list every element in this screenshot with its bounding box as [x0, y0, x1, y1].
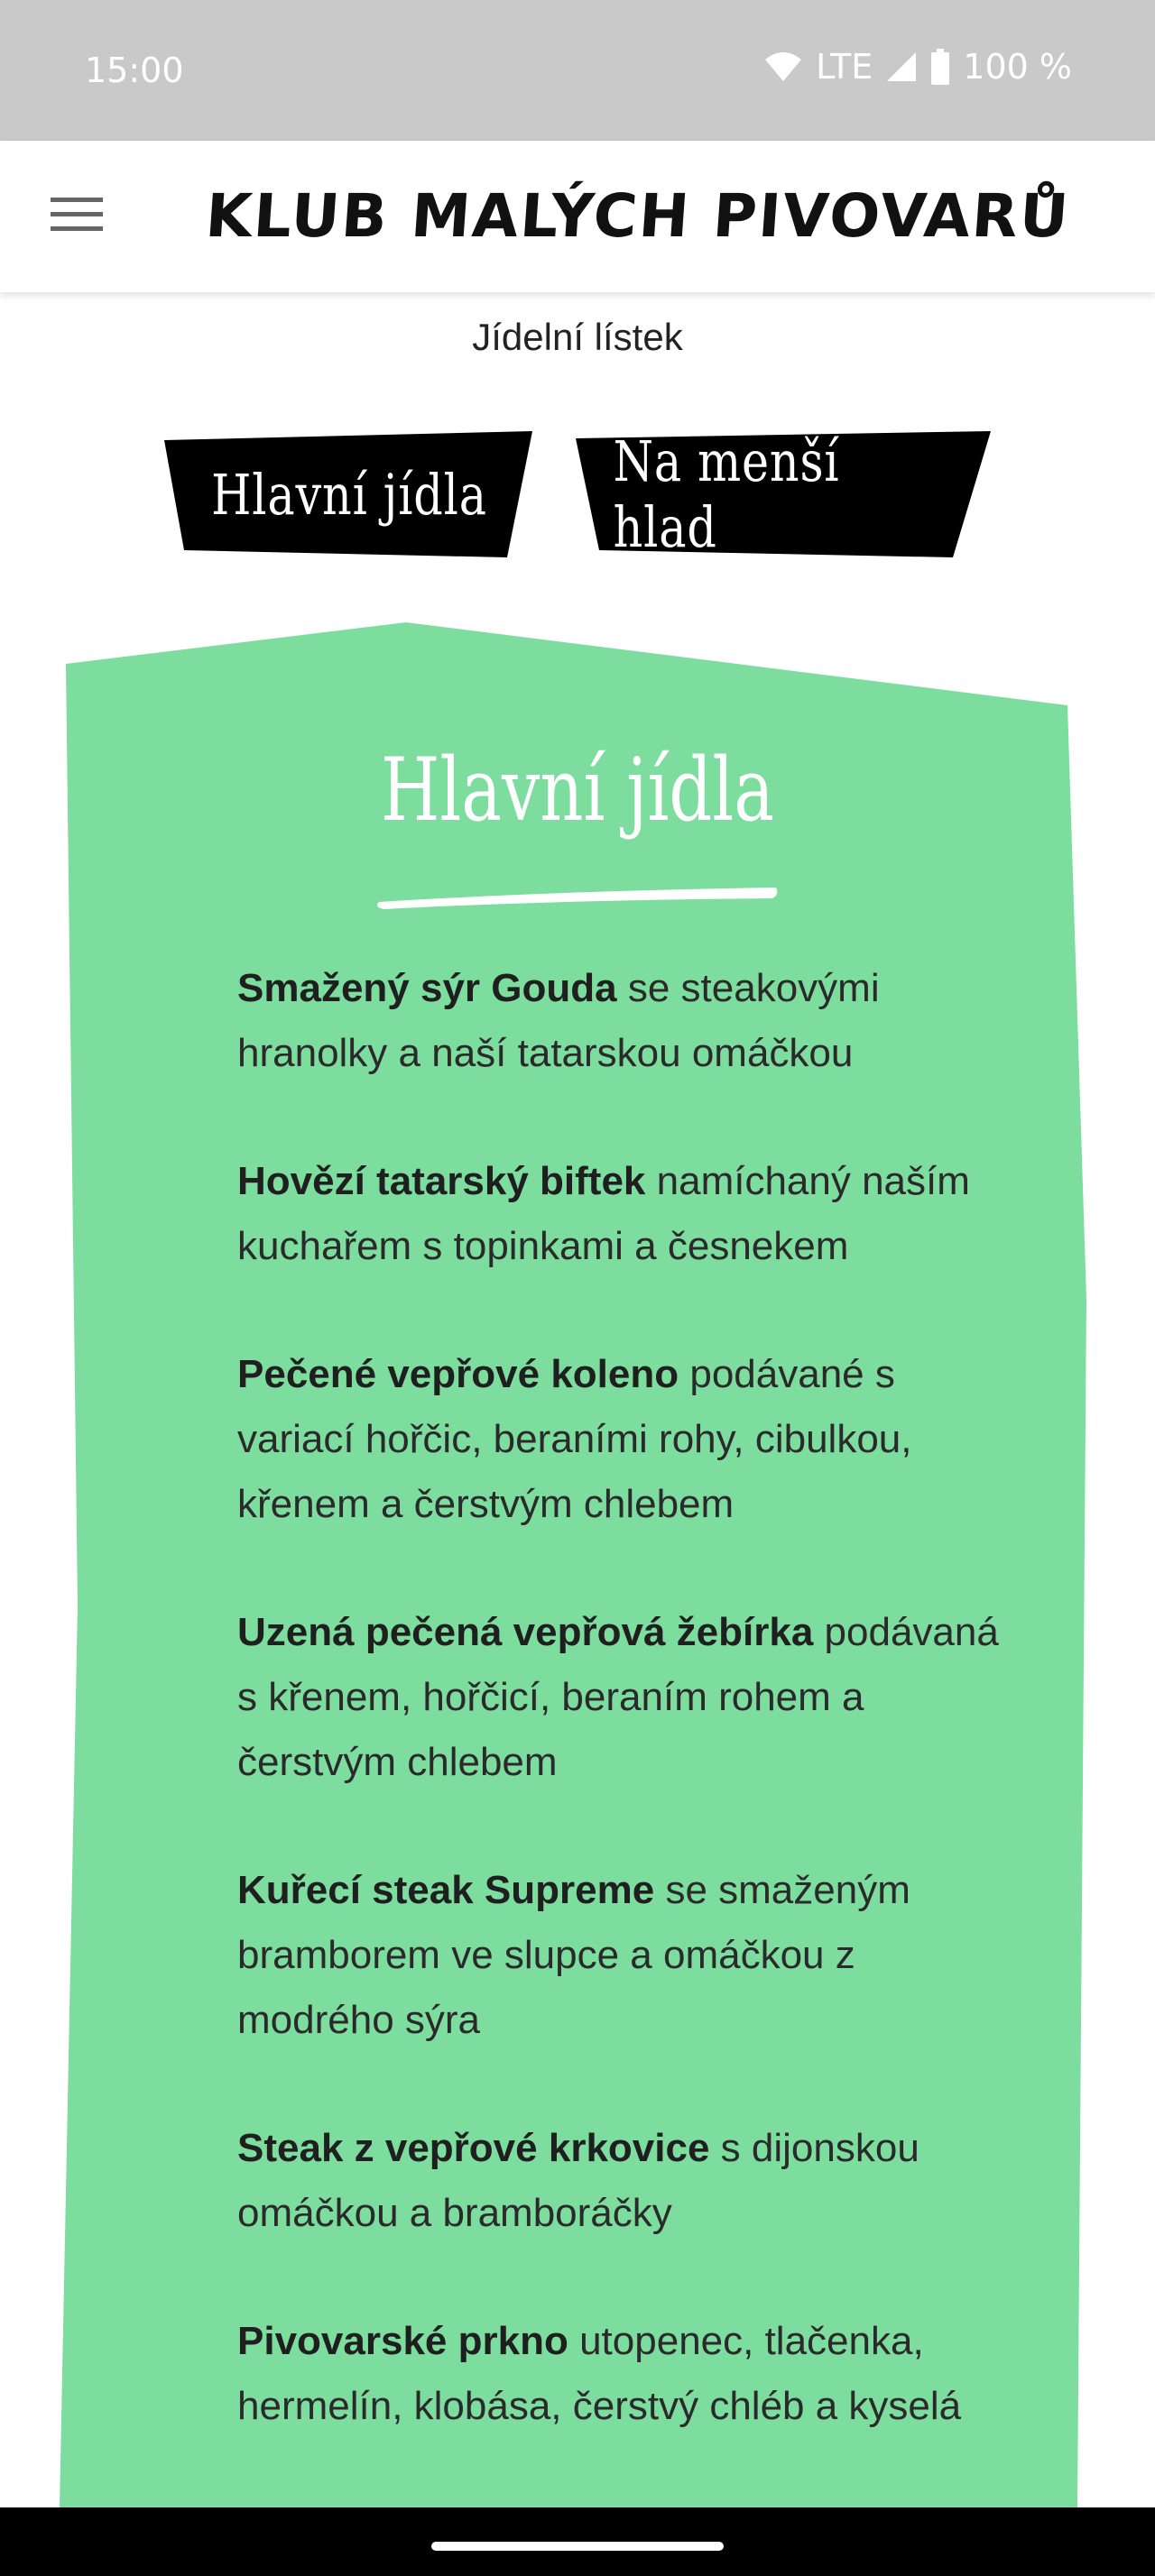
menu-item-description: podávaná s křenem, hořčicí, beraním rohem a čerstvým chlebem [237, 1610, 999, 1784]
menu-item-description: utopenec, tlačenka, hermelín, klobása, čerstvý chléb a kyselá [237, 2319, 962, 2428]
menu-item-description: namíchaný naším kuchařem s topinkami a česnekem [237, 1159, 970, 1268]
menu-item [237, 2116, 1022, 2246]
menu-item-name: Smažený sýr Gouda [237, 966, 617, 1010]
wifi-icon [763, 51, 803, 83]
title-underline [372, 879, 783, 915]
status-icons [763, 47, 1072, 87]
menu-item [237, 956, 1022, 1086]
menu-item-description: se steakovými hranolky a naší tatarskou omáčkou [237, 966, 880, 1075]
menu-item-name: Pivovarské prkno [237, 2319, 568, 2363]
status-time: 15:00 [85, 51, 184, 90]
menu-item-name: Kuřecí steak Supreme [237, 1868, 655, 1912]
tab-small-hunger-label: Na menší hlad [613, 428, 840, 560]
brand-logo[interactable]: KLUB MALÝCH PIVOVARŮ [203, 181, 1073, 251]
tab-main-dishes-label: Hlavní jídla [211, 461, 487, 528]
menu-item-name: Hovězí tatarský biftek [237, 1159, 646, 1203]
menu-items-list [237, 956, 1022, 2502]
menu-item [237, 2309, 1022, 2439]
menu-item-name: Uzená pečená vepřová žebírka [237, 1610, 814, 1654]
signal-icon [885, 51, 918, 83]
system-nav-bar [0, 2507, 1155, 2576]
tab-small-hunger[interactable] [576, 428, 993, 560]
menu-button[interactable] [36, 184, 117, 249]
page-subtitle: Jídelní lístek [472, 316, 683, 358]
menu-item-name: Pečené vepřové koleno [237, 1352, 679, 1396]
status-bar [0, 0, 1155, 141]
home-gesture-handle[interactable] [431, 2542, 724, 2551]
menu-item [237, 1600, 1022, 1795]
battery-level: 100 % [963, 47, 1072, 87]
menu-item-description: se smaženým bramborem ve slupce a omáčkou z modrého sýra [237, 1868, 910, 2042]
app-header [0, 141, 1155, 292]
network-type: LTE [816, 47, 873, 87]
tab-main-dishes[interactable] [164, 431, 534, 557]
menu-item-description: s dijonskou omáčkou a bramboráčky [237, 2126, 919, 2235]
menu-item-description: podávané s variací hořčic, beraními rohy, cibulkou, křenem a čerstvým chlebem [237, 1352, 912, 1526]
menu-item [237, 1858, 1022, 2053]
battery-icon [930, 49, 950, 85]
hamburger-icon [51, 196, 103, 238]
section-title: Hlavní jídla [381, 740, 774, 841]
menu-item [237, 1342, 1022, 1537]
menu-item [237, 1149, 1022, 1279]
menu-item-name: Steak z vepřové krkovice [237, 2126, 710, 2170]
